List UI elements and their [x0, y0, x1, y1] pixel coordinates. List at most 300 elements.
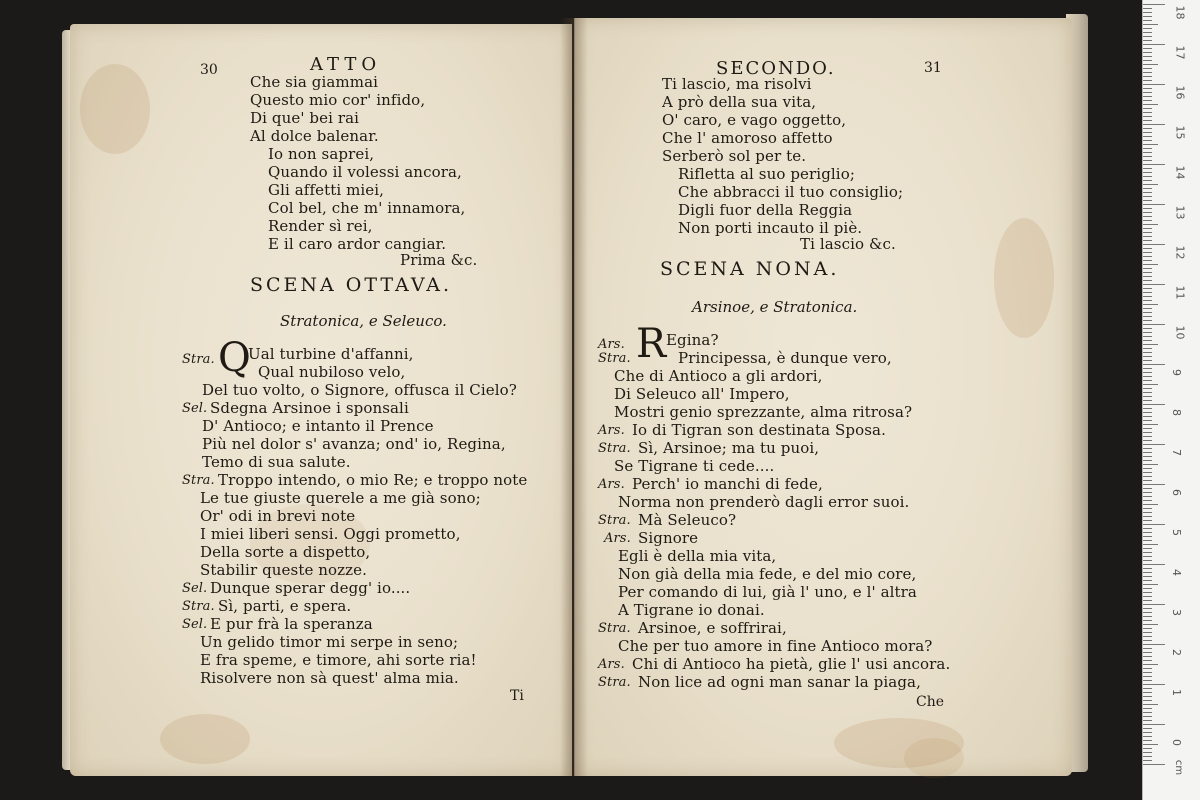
ruler-tick [1143, 344, 1158, 345]
ruler-tick [1143, 452, 1152, 453]
ruler-tick [1143, 316, 1152, 317]
ruler-tick [1143, 252, 1152, 253]
ruler-label: 2 [1170, 649, 1183, 656]
right-page [574, 18, 1072, 776]
catchword: Che [916, 694, 945, 710]
ruler-tick [1143, 112, 1152, 113]
ruler-tick [1143, 760, 1152, 761]
ruler-tick [1143, 572, 1152, 573]
dialogue-line: Della sorte a dispetto, [200, 543, 371, 561]
ruler-tick [1143, 548, 1152, 549]
ruler-tick [1143, 208, 1152, 209]
verse-line: Che sia giammai [250, 73, 379, 91]
verse-line: Che l' amoroso affetto [662, 129, 833, 147]
ruler-tick [1143, 328, 1152, 329]
ruler-tick [1143, 304, 1158, 305]
verse-line: Serberò sol per te. [662, 147, 807, 165]
ruler-tick [1143, 332, 1152, 333]
left-page [70, 24, 572, 776]
ruler-tick [1143, 432, 1152, 433]
paper-stain [904, 738, 964, 778]
verse-line: Ti lascio, ma risolvi [662, 75, 812, 93]
ruler-tick [1143, 20, 1152, 21]
book-gutter [560, 18, 588, 776]
scene-title: SCENA NONA. [660, 258, 840, 280]
ruler-tick [1143, 448, 1152, 449]
ruler-tick [1143, 508, 1152, 509]
ruler-tick [1143, 380, 1152, 381]
ruler-tick [1143, 336, 1152, 337]
ruler-tick [1143, 376, 1152, 377]
ruler-tick [1143, 236, 1152, 237]
ruler-tick [1143, 72, 1152, 73]
dialogue-line: Mà Seleuco? [638, 511, 737, 529]
page-number: 30 [200, 62, 218, 78]
ruler-tick [1143, 352, 1152, 353]
verse-line: A prò della sua vita, [662, 93, 817, 111]
ruler-tick [1143, 104, 1158, 105]
ruler-tick [1143, 180, 1152, 181]
ruler-label: 4 [1170, 569, 1183, 576]
verse-line: Gli affetti miei, [268, 181, 385, 199]
ruler-label: 16 [1173, 85, 1187, 100]
ruler-tick [1143, 160, 1152, 161]
ruler-tick [1143, 632, 1152, 633]
dialogue-line: Perch' io manchi di fede, [632, 475, 823, 493]
ruler-tick [1143, 168, 1152, 169]
ruler-tick [1143, 464, 1158, 465]
ruler-tick [1143, 392, 1152, 393]
ruler-tick [1143, 320, 1152, 321]
verse-line: Al dolce balenar. [250, 127, 379, 145]
ruler-tick [1143, 144, 1158, 145]
ruler-tick [1143, 272, 1152, 273]
ruler-tick [1143, 372, 1152, 373]
ruler-label: 12 [1173, 245, 1187, 260]
ruler-tick [1143, 588, 1152, 589]
ruler-label: 9 [1170, 369, 1183, 376]
ruler-tick [1143, 300, 1152, 301]
ruler-unit: cm [1173, 759, 1185, 776]
ruler-tick [1143, 44, 1165, 45]
ruler-tick [1143, 268, 1152, 269]
ruler-tick [1143, 280, 1152, 281]
ruler-tick [1143, 640, 1152, 641]
ruler-tick [1143, 544, 1158, 545]
ruler-tick [1143, 324, 1165, 325]
ruler-tick [1143, 520, 1152, 521]
ruler-tick [1143, 612, 1152, 613]
ruler-tick [1143, 628, 1152, 629]
ruler-tick [1143, 624, 1158, 625]
ruler-tick [1143, 128, 1152, 129]
verse-line: Di que' bei rai [250, 109, 360, 127]
ruler-tick [1143, 500, 1152, 501]
aria-end: Prima &c. [400, 251, 478, 269]
ruler-tick [1143, 28, 1152, 29]
ruler-tick [1143, 436, 1152, 437]
ruler-tick [1143, 592, 1152, 593]
ruler-tick [1143, 356, 1152, 357]
ruler-tick [1143, 528, 1152, 529]
ruler-tick [1143, 156, 1152, 157]
ruler-tick [1143, 488, 1152, 489]
ruler-tick [1143, 220, 1152, 221]
ruler-tick [1143, 100, 1152, 101]
speaker-label: Ars. [598, 657, 625, 672]
ruler-tick [1143, 620, 1152, 621]
measuring-ruler [1142, 0, 1200, 800]
ruler-tick [1143, 68, 1152, 69]
ruler-tick [1143, 360, 1152, 361]
dialogue-line: Non già della mia fede, e del mio core, [618, 565, 917, 583]
speaker-label: Sel. [182, 401, 208, 416]
ruler-tick [1143, 676, 1152, 677]
ruler-tick [1143, 532, 1152, 533]
dialogue-line: Risolvere non sà quest' alma mia. [200, 669, 459, 687]
ruler-tick [1143, 384, 1158, 385]
ruler-tick [1143, 200, 1152, 201]
ruler-tick [1143, 480, 1152, 481]
paper-stain [80, 64, 150, 154]
speaker-label: Ars. [598, 423, 625, 438]
dialogue-line: A Tigrane io donai. [618, 601, 765, 619]
ruler-tick [1143, 728, 1152, 729]
dialogue-line: Sdegna Arsinoe i sponsali [210, 399, 409, 417]
ruler-tick [1143, 416, 1152, 417]
ruler-tick [1143, 12, 1152, 13]
ruler-tick [1143, 152, 1152, 153]
ruler-label: 0 [1170, 739, 1183, 746]
speaker-label: Stra. [182, 352, 215, 367]
ruler-tick [1143, 176, 1152, 177]
drop-cap: R [636, 321, 667, 367]
ruler-tick [1143, 680, 1152, 681]
speaker-label: Stra. [182, 473, 215, 488]
ruler-tick [1143, 212, 1152, 213]
ruler-tick [1143, 248, 1152, 249]
ruler-tick [1143, 284, 1165, 285]
ruler-tick [1143, 476, 1152, 477]
scene-title: SCENA OTTAVA. [250, 274, 453, 296]
ruler-tick [1143, 216, 1152, 217]
ruler-tick [1143, 364, 1165, 365]
speaker-label: Sel. [182, 617, 208, 632]
ruler-tick [1143, 56, 1152, 57]
ruler-tick [1143, 172, 1152, 173]
ruler-tick [1143, 668, 1152, 669]
ruler-tick [1143, 704, 1158, 705]
ruler-tick [1143, 720, 1152, 721]
ruler-tick [1143, 604, 1165, 605]
dialogue-line: Che per tuo amore in fine Antioco mora? [618, 637, 933, 655]
ruler-tick [1143, 580, 1152, 581]
ruler-tick [1143, 404, 1165, 405]
ruler-tick [1143, 232, 1152, 233]
dialogue-line: D' Antioco; e intanto il Prence [202, 417, 434, 435]
ruler-tick [1143, 568, 1152, 569]
verse-line: Che abbracci il tuo consiglio; [678, 183, 904, 201]
ruler-tick [1143, 120, 1152, 121]
dialogue-line: Signore [638, 529, 699, 547]
ruler-tick [1143, 564, 1165, 565]
ruler-tick [1143, 460, 1152, 461]
dialogue-line: Norma non prenderò dagli error suoi. [618, 493, 910, 511]
ruler-tick [1143, 348, 1152, 349]
dialogue-line: Arsinoe, e soffrirai, [638, 619, 787, 637]
ruler-tick [1143, 692, 1152, 693]
ruler-tick [1143, 576, 1152, 577]
dialogue-line: Temo di sua salute. [202, 453, 351, 471]
page-number: 31 [924, 60, 942, 76]
ruler-tick [1143, 744, 1158, 745]
ruler-tick [1143, 724, 1165, 725]
aria-end: Ti lascio &c. [800, 235, 896, 253]
ruler-tick [1143, 312, 1152, 313]
ruler-tick [1143, 716, 1152, 717]
ruler-label: 3 [1170, 609, 1183, 616]
speaker-label: Stra. [598, 513, 631, 528]
ruler-tick [1143, 108, 1152, 109]
drop-cap: Q [218, 335, 251, 381]
ruler-tick [1143, 400, 1152, 401]
speaker-label: Ars. [598, 477, 625, 492]
ruler-label: 10 [1173, 325, 1187, 340]
ruler-tick [1143, 140, 1152, 141]
ruler-tick [1143, 60, 1152, 61]
verse-line: O' caro, e vago oggetto, [662, 111, 847, 129]
ruler-tick [1143, 688, 1152, 689]
ruler-tick [1143, 148, 1152, 149]
ruler-tick [1143, 672, 1152, 673]
ruler-tick [1143, 244, 1165, 245]
ruler-label: 13 [1173, 205, 1187, 220]
ruler-tick [1143, 24, 1158, 25]
ruler-tick [1143, 596, 1152, 597]
ruler-tick [1143, 340, 1152, 341]
dialogue-line: Sì, Arsinoe; ma tu puoi, [638, 439, 820, 457]
ruler-label: 15 [1173, 125, 1187, 140]
ruler-tick [1143, 664, 1158, 665]
ruler-tick [1143, 684, 1165, 685]
ruler-tick [1143, 608, 1152, 609]
verse-line: Rifletta al suo periglio; [678, 165, 855, 183]
ruler-tick [1143, 660, 1152, 661]
ruler-tick [1143, 512, 1152, 513]
ruler-tick [1143, 288, 1152, 289]
dialogue-line: Per comando di lui, già l' uno, e l' altra [618, 583, 917, 601]
ruler-tick [1143, 368, 1152, 369]
ruler-tick [1143, 92, 1152, 93]
ruler-tick [1143, 712, 1152, 713]
dialogue-line: Più nel dolor s' avanza; ond' io, Regina, [202, 435, 506, 453]
ruler-tick [1143, 188, 1152, 189]
ruler-tick [1143, 88, 1152, 89]
ruler-label: 8 [1170, 409, 1183, 416]
dialogue-line: Le tue giuste querele a me già sono; [200, 489, 481, 507]
dialogue-line: Egli è della mia vita, [618, 547, 777, 565]
dialogue-line: Troppo intendo, o mio Re; e troppo note [218, 471, 528, 489]
ruler-label: 18 [1173, 5, 1187, 20]
ruler-tick [1143, 388, 1152, 389]
ruler-tick [1143, 224, 1158, 225]
ruler-tick [1143, 472, 1152, 473]
ruler-tick [1143, 420, 1152, 421]
ruler-tick [1143, 764, 1165, 765]
verse-line: E il caro ardor cangiar. [268, 235, 447, 253]
dialogue-line: Se Tigrane ti cede.... [614, 457, 775, 475]
paper-stain [994, 218, 1054, 338]
ruler-tick [1143, 36, 1152, 37]
ruler-tick [1143, 648, 1152, 649]
verse-line: Digli fuor della Reggia [678, 201, 853, 219]
ruler-tick [1143, 496, 1152, 497]
ruler-tick [1143, 440, 1152, 441]
dialogue-line: Principessa, è dunque vero, [678, 349, 892, 367]
ruler-tick [1143, 16, 1152, 17]
ruler-tick [1143, 540, 1152, 541]
ruler-tick [1143, 636, 1152, 637]
ruler-tick [1143, 132, 1152, 133]
ruler-tick [1143, 736, 1152, 737]
catchword: Ti [510, 688, 524, 704]
dialogue-line: Or' odi in brevi note [200, 507, 356, 525]
ruler-tick [1143, 560, 1152, 561]
dialogue-line: Del tuo volto, o Signore, offusca il Cielo? [202, 381, 517, 399]
ruler-tick [1143, 196, 1152, 197]
ruler-tick [1143, 552, 1152, 553]
dialogue-line: Chi di Antioco ha pietà, glie l' usi ancora. [632, 655, 951, 673]
ruler-tick [1143, 652, 1152, 653]
ruler-tick [1143, 424, 1158, 425]
ruler-tick [1143, 276, 1152, 277]
verse-line: Questo mio cor' infido, [250, 91, 426, 109]
ruler-tick [1143, 136, 1152, 137]
ruler-tick [1143, 524, 1165, 525]
ruler-tick [1143, 732, 1152, 733]
ruler-label: 7 [1170, 449, 1183, 456]
ruler-label: 14 [1173, 165, 1187, 180]
dialogue-line: Stabilir queste nozze. [200, 561, 368, 579]
ruler-tick [1143, 48, 1152, 49]
ruler-tick [1143, 40, 1152, 41]
ruler-tick [1143, 616, 1152, 617]
ruler-tick [1143, 516, 1152, 517]
ruler-tick [1143, 444, 1165, 445]
dialogue-line: E pur frà la speranza [210, 615, 373, 633]
ruler-tick [1143, 204, 1165, 205]
ruler-label: 11 [1173, 285, 1187, 300]
scene-characters: Stratonica, e Seleuco. [280, 312, 447, 330]
ruler-tick [1143, 292, 1152, 293]
ruler-tick [1143, 308, 1152, 309]
ruler-tick [1143, 164, 1165, 165]
verse-line: Non porti incauto il piè. [678, 219, 863, 237]
ruler-tick [1143, 484, 1165, 485]
ruler-tick [1143, 396, 1152, 397]
ruler-tick [1143, 32, 1152, 33]
ruler-tick [1143, 748, 1152, 749]
ruler-tick [1143, 64, 1158, 65]
ruler-tick [1143, 4, 1165, 5]
ruler-tick [1143, 696, 1152, 697]
ruler-tick [1143, 264, 1158, 265]
speaker-label: Stra. [598, 621, 631, 636]
verse-line: Io non saprei, [268, 145, 375, 163]
running-head: SECONDO. [716, 58, 836, 79]
ruler-tick [1143, 256, 1152, 257]
ruler-tick [1143, 656, 1152, 657]
running-head: ATTO [310, 54, 382, 75]
ruler-tick [1143, 468, 1152, 469]
dialogue-line: E fra speme, e timore, ahi sorte ria! [200, 651, 477, 669]
ruler-label: 5 [1170, 529, 1183, 536]
dialogue-line: I miei liberi sensi. Oggi prometto, [200, 525, 461, 543]
ruler-tick [1143, 408, 1152, 409]
speaker-label: Sel. [182, 581, 208, 596]
scene-characters: Arsinoe, e Stratonica. [692, 298, 858, 316]
ruler-tick [1143, 76, 1152, 77]
ruler-tick [1143, 96, 1152, 97]
ruler-tick [1143, 84, 1165, 85]
speaker-label: Ars. [604, 531, 631, 546]
ruler-tick [1143, 192, 1152, 193]
speaker-label: Stra. [598, 351, 631, 366]
ruler-tick [1143, 116, 1152, 117]
dialogue-line: Che di Antioco a gli ardori, [614, 367, 823, 385]
dialogue-line: Dunque sperar degg' io.... [210, 579, 411, 597]
dialogue-line: Di Seleuco all' Impero, [614, 385, 790, 403]
dialogue-line: Non lice ad ogni man sanar la piaga, [638, 673, 921, 691]
dialogue-line: Qual nubiloso velo, [258, 363, 406, 381]
ruler-tick [1143, 644, 1165, 645]
speaker-label: Stra. [182, 599, 215, 614]
ruler-tick [1143, 260, 1152, 261]
ruler-tick [1143, 8, 1152, 9]
ruler-tick [1143, 296, 1152, 297]
ruler-label: 1 [1170, 689, 1183, 696]
ruler-tick [1143, 700, 1152, 701]
ruler-tick [1143, 240, 1152, 241]
ruler-tick [1143, 80, 1152, 81]
verse-line: Quando il volessi ancora, [268, 163, 462, 181]
dialogue-line: Egina? [666, 331, 719, 349]
verse-line: Col bel, che m' innamora, [268, 199, 466, 217]
ruler-tick [1143, 504, 1158, 505]
ruler-tick [1143, 428, 1152, 429]
ruler-tick [1143, 556, 1152, 557]
ruler-tick [1143, 752, 1152, 753]
dialogue-line: Un gelido timor mi serpe in seno; [200, 633, 459, 651]
ruler-tick [1143, 584, 1158, 585]
dialogue-line: Sì, parti, e spera. [218, 597, 352, 615]
ruler-tick [1143, 228, 1152, 229]
ruler-tick [1143, 456, 1152, 457]
paper-stain [160, 714, 250, 764]
dialogue-line: Mostri genio sprezzante, alma ritrosa? [614, 403, 913, 421]
speaker-label: Stra. [598, 675, 631, 690]
ruler-tick [1143, 184, 1158, 185]
dialogue-line: Io di Tigran son destinata Sposa. [632, 421, 886, 439]
ruler-label: 6 [1170, 489, 1183, 496]
ruler-tick [1143, 412, 1152, 413]
ruler-tick [1143, 492, 1152, 493]
speaker-label: Stra. [598, 441, 631, 456]
ruler-tick [1143, 124, 1165, 125]
ruler-tick [1143, 536, 1152, 537]
ruler-tick [1143, 708, 1152, 709]
ruler-tick [1143, 756, 1152, 757]
